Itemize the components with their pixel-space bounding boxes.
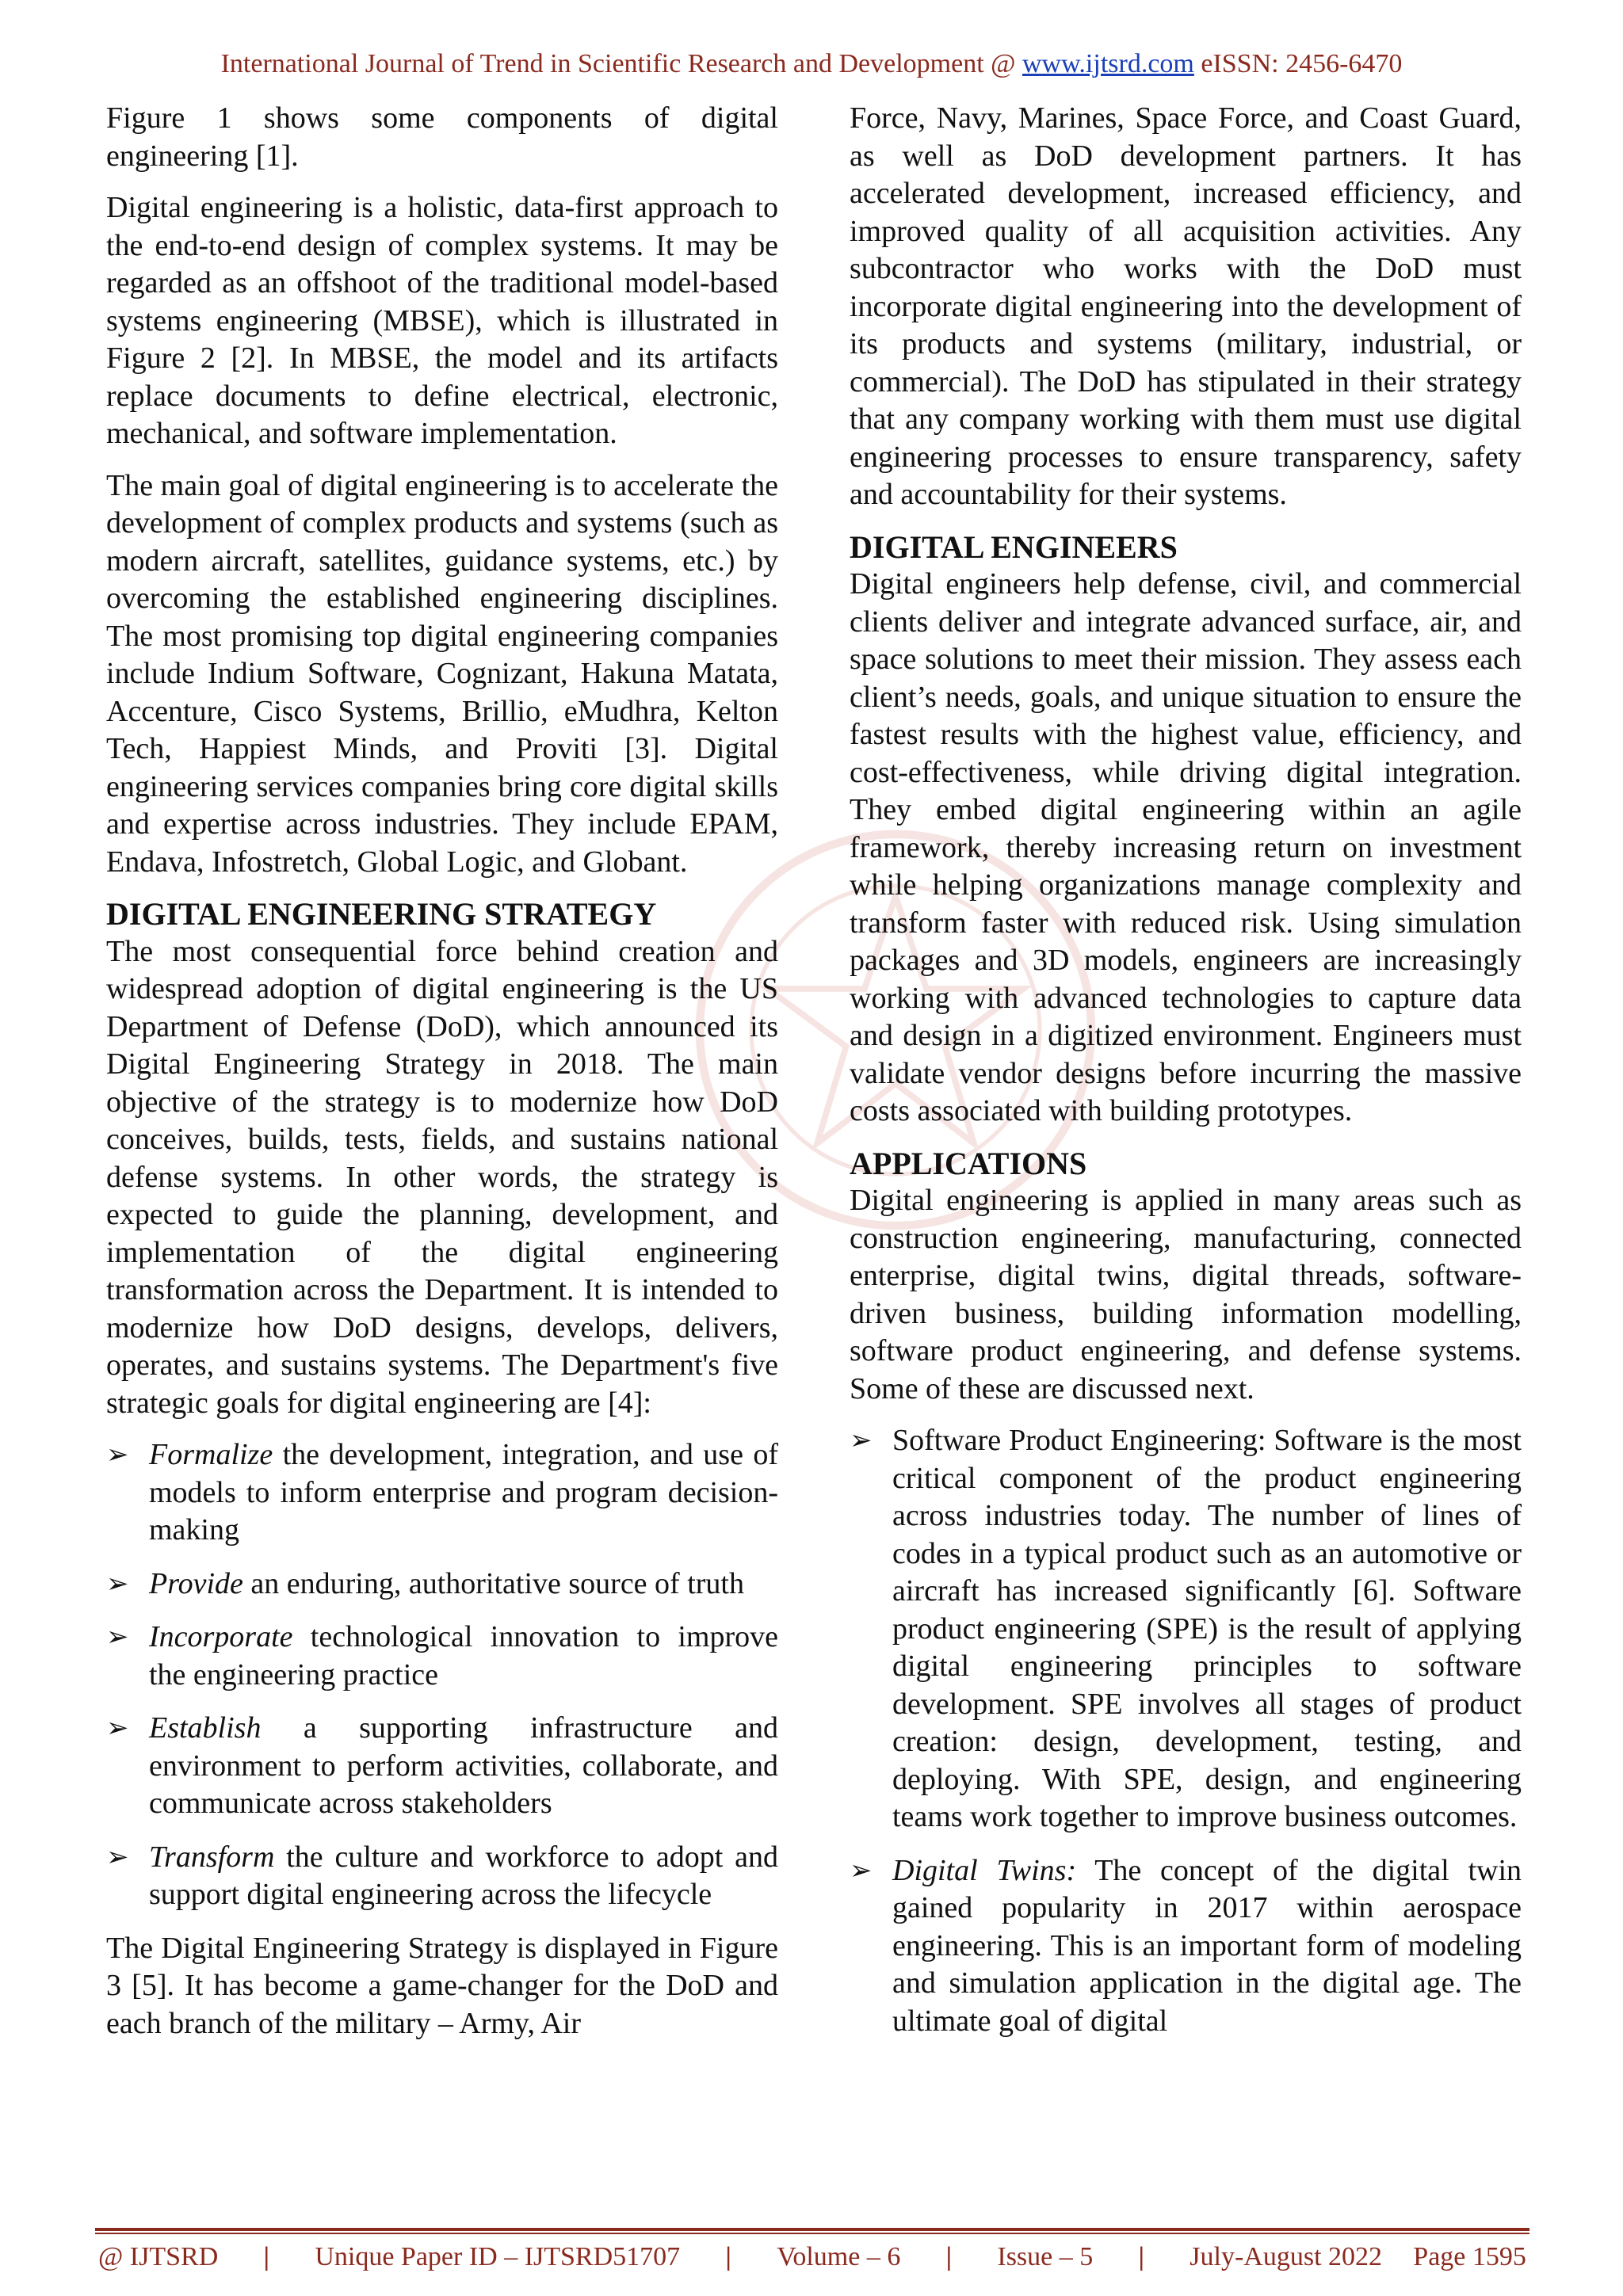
list-item: ➢ Formalize the development, integration, and use of models to inform enterprise and program decision-making — [106, 1438, 778, 1547]
footer-page-number: Page 1595 — [1413, 2242, 1526, 2271]
arrow-bullet-icon: ➢ — [850, 1854, 873, 1886]
footer-paper-id: Unique Paper ID – IJTSRD51707 — [315, 2242, 681, 2271]
applications-list — [850, 1422, 1522, 2040]
list-item: ➢ Digital Twins: The concept of the digital twin gained popularity in 2017 within aerospace engineering. This is an important form of modeling and simulation application in the digital age. The ultimate goal of digital — [850, 1853, 1522, 2038]
paragraph: Digital engineering is applied in many areas such as construction engineering, manufacturing, connected enterprise, digital twins, digital threads, software-driven business, building information modelling, software product engineering, and defense systems. Some of these are discussed next. — [850, 1184, 1522, 1405]
arrow-bullet-icon: ➢ — [106, 1840, 129, 1873]
paragraph: Digital engineering is a holistic, data-first approach to the end-to-end design of complex systems. It may be regarded as an offshoot of the traditional model-based systems engineering (MBSE), which is illustrated in Figure 2 [2]. In MBSE, the model and its artifacts replace documents to define electrical, electronic, mechanical, and software implementation. — [106, 191, 778, 450]
footer-journal: @ IJTSRD — [98, 2242, 219, 2271]
arrow-bullet-icon: ➢ — [106, 1712, 129, 1744]
footer-separator: | — [1138, 2242, 1145, 2271]
paragraph: Digital engineers help defense, civil, and commercial clients deliver and integrate advanced surface, air, and space solutions to meet their mission. They assess each client’s needs, goals, and unique situation to ensure the fastest results with the highest value, efficiency, and cost-effectiveness, while driving digital integration. They embed digital engineering within an agile framework, thereby increasing return on investment while helping organizations manage complexity and transform faster with reduced risk. Using simulation packages and 3D models, engineers are increasingly working with advanced technologies to capture data and design in a digitized environment. Engineers must validate vendor designs before incurring the massive costs associated with building prototypes. — [850, 567, 1522, 1127]
arrow-bullet-icon: ➢ — [106, 1567, 129, 1600]
footer-separator: | — [945, 2242, 953, 2271]
header-issn: eISSN: 2456-6470 — [1201, 49, 1403, 78]
list-item: ➢ Incorporate technological innovation to improve the engineering practice — [106, 1620, 778, 1691]
header-website-link[interactable]: www.ijtsrd.com — [1022, 49, 1194, 78]
paragraph: Force, Navy, Marines, Space Force, and Coast Guard, as well as DoD development partners. It has accelerated development, increased efficiency, and improved quality of all acquisition activities. Any subcontractor who works with the DoD must incorporate digital engineering into the development of its products and systems (military, industrial, or commercial). The DoD has stipulated in their strategy that any company working with them must use digital engineering processes to ensure transparency, safety and accountability for their systems. — [850, 101, 1522, 511]
footer-rule-thin — [95, 2233, 1529, 2234]
list-item: ➢ Software Product Engineering: Software is the most critical component of the product engineering across industries today. The number of lines of codes in a typical product such as an automotive or aircraft has increased significantly [6]. Software product engineering (SPE) is the result of applying digital engineering principles to software development. SPE involves all stages of product creation: design, development, testing, and deploying. With SPE, design, and engineering teams work together to improve business outcomes. — [850, 1424, 1522, 1833]
arrow-bullet-icon: ➢ — [850, 1425, 873, 1456]
footer-separator: | — [263, 2242, 270, 2271]
footer-rule — [95, 2228, 1529, 2231]
strategic-goals-list — [106, 1436, 778, 1914]
footer-volume: Volume – 6 — [777, 2242, 901, 2271]
list-item: ➢ Transform the culture and workforce to adopt and support digital engineering across the lifecycle — [106, 1840, 778, 1911]
header-journal-title: International Journal of Trend in Scientific Research and Development @ — [220, 49, 1016, 78]
paragraph: The most consequential force behind creation and widespread adoption of digital engineering is the US Department of Defense (DoD), which announced its Digital Engineering Strategy in 2018. The main objective of the strategy is to modernize how DoD conceives, builds, tests, fields, and sustains national defense systems. In other words, the strategy is expected to guide the planning, development, and implementation of the digital engineering transformation across the Department. It is intended to modernize how DoD designs, develops, delivers, operates, and sustains systems. The Department's five strategic goals for digital engineering are [4]: — [106, 934, 778, 1420]
paragraph: The Digital Engineering Strategy is displayed in Figure 3 [5]. It has become a game-changer for the DoD and each branch of the military – Army, Air — [106, 1931, 778, 2040]
footer-separator: | — [725, 2242, 731, 2271]
footer-date: July-August 2022 — [1190, 2242, 1383, 2271]
section-heading-applications: APPLICATIONS — [850, 1145, 1087, 1181]
paragraph: The main goal of digital engineering is to accelerate the development of complex products and systems (such as modern aircraft, satellites, guidance systems, etc.) by overcoming the established engineering disciplines. The most promising top digital engineering companies include Indium Software, Cognizant, Hakuna Matata, Accenture, Cisco Systems, Brillio, eMudhra, Kelton Tech, Happiest Minds, and Proviti [3]. Digital engineering services companies bring core digital skills and expertise across industries. They include EPAM, Endava, Infostretch, Global Logic, and Globant. — [106, 468, 778, 879]
right-column — [850, 100, 1522, 2056]
arrow-bullet-icon: ➢ — [106, 1621, 129, 1653]
arrow-bullet-icon: ➢ — [106, 1439, 129, 1470]
footer-issue: Issue – 5 — [997, 2242, 1094, 2271]
running-header — [0, 49, 1623, 79]
section-heading-digital-engineers: DIGITAL ENGINEERS — [850, 528, 1178, 565]
section-heading-strategy: DIGITAL ENGINEERING STRATEGY — [106, 896, 657, 932]
page-footer — [98, 2242, 1526, 2272]
list-item: ➢ Establish a supporting infrastructure and environment to perform activities, collaborate, and communicate across stakeholders — [106, 1711, 778, 1820]
paragraph: Figure 1 shows some components of digital engineering [1]. — [106, 101, 778, 173]
list-item: ➢ Provide an enduring, authoritative source of truth — [106, 1566, 778, 1604]
left-column — [106, 100, 778, 2057]
